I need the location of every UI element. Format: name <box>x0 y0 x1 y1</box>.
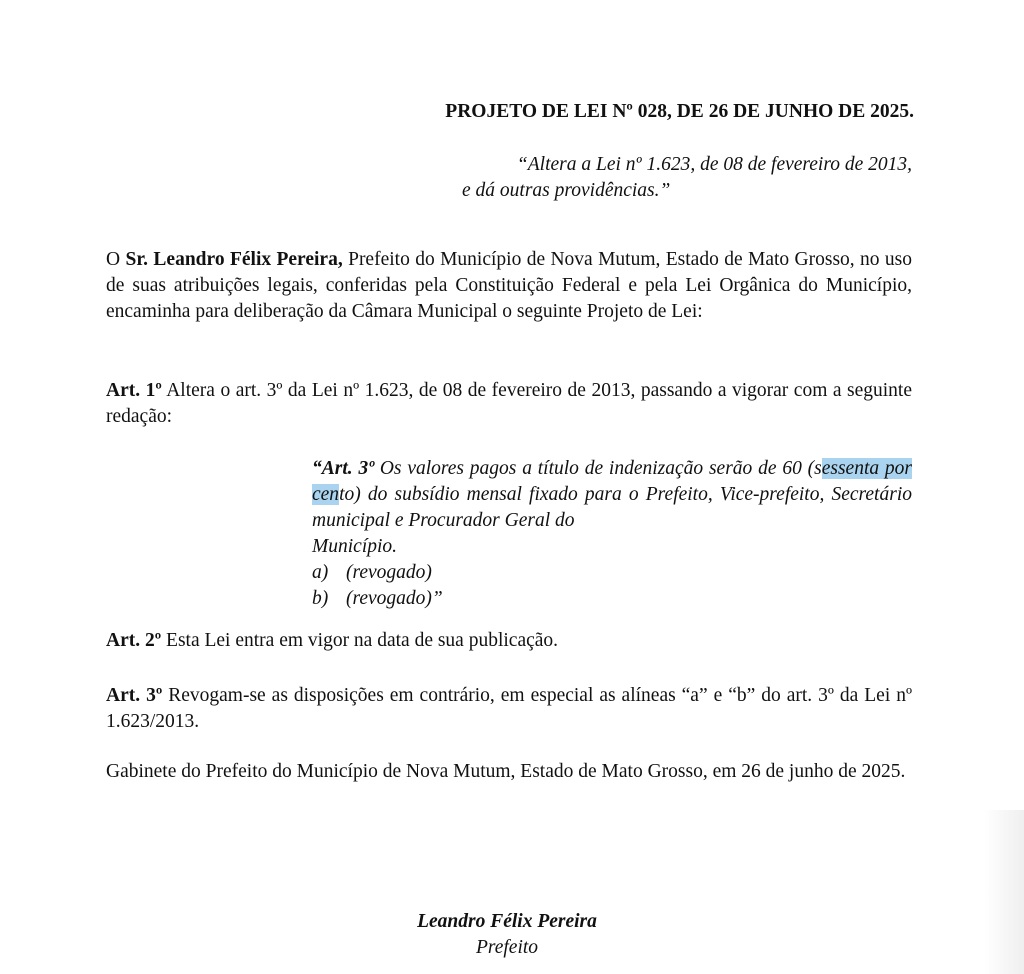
list-item-text: (revogado)” <box>346 588 443 609</box>
page-edge-shadow <box>984 810 1024 974</box>
mayor-name: Sr. Leandro Félix Pereira, <box>125 249 343 270</box>
article-1 <box>106 378 912 430</box>
preamble-lead: O <box>106 249 126 270</box>
signature-role: Prefeito <box>475 937 539 958</box>
quoted-article-text-after: to) do subsídio mensal fixado para o Prefeito, Vice-prefeito, Secretário municipal e Procurador Geral do <box>312 484 912 531</box>
signature-name: Leandro Félix Pereira <box>417 911 597 932</box>
article-2 <box>106 628 912 654</box>
list-item <box>312 560 912 586</box>
ementa-line-2: e dá outras providências.” <box>462 180 671 201</box>
list-item <box>312 586 912 612</box>
ementa-line-1: “Altera a Lei nº 1.623, de 08 de fevereiro de 2013, <box>516 154 912 175</box>
quoted-article-3 <box>312 456 912 612</box>
text-selection-highlight[interactable]: essenta por cen <box>312 458 912 505</box>
list-item-label: b) <box>312 588 329 609</box>
article-1-label: Art. 1º <box>106 380 162 401</box>
signature-block <box>0 909 1024 961</box>
list-item-label: a) <box>312 562 329 583</box>
preamble-text: Prefeito do Município de Nova Mutum, Estado de Mato Grosso, no uso de suas atribuições legais, conferidas pela Constituição Federal e pela Lei Orgânica do Município, encaminha para deliberação da Câmara Municipal o seguinte Projeto de Lei: <box>106 249 912 322</box>
article-2-label: Art. 2º <box>106 630 162 651</box>
article-3-text: Revogam-se as disposições em contrário, em especial as alíneas “a” e “b” do art. 3º da Lei nº 1.623/2013. <box>106 685 912 732</box>
article-3 <box>106 683 912 735</box>
document-title: PROJETO DE LEI Nº 028, DE 26 DE JUNHO DE 2025. <box>445 101 914 122</box>
quoted-article-body <box>312 456 912 534</box>
quoted-article-label: “Art. 3º <box>312 458 375 479</box>
article-3-label: Art. 3º <box>106 685 163 706</box>
quoted-article-text-before: Os valores pagos a título de indenização serão de 60 (s <box>374 458 822 479</box>
quoted-article-text-end: Município. <box>312 536 398 557</box>
preamble-paragraph <box>106 247 912 325</box>
list-item-text: (revogado) <box>346 562 432 583</box>
article-2-text: Esta Lei entra em vigor na data de sua publicação. <box>161 630 559 651</box>
article-1-text: Altera o art. 3º da Lei nº 1.623, de 08 de fevereiro de 2013, passando a vigorar com a seguinte redação: <box>106 380 912 427</box>
closing-paragraph: Gabinete do Prefeito do Município de Nova Mutum, Estado de Mato Grosso, em 26 de junho de 2025. <box>106 761 906 782</box>
ementa <box>462 152 912 204</box>
